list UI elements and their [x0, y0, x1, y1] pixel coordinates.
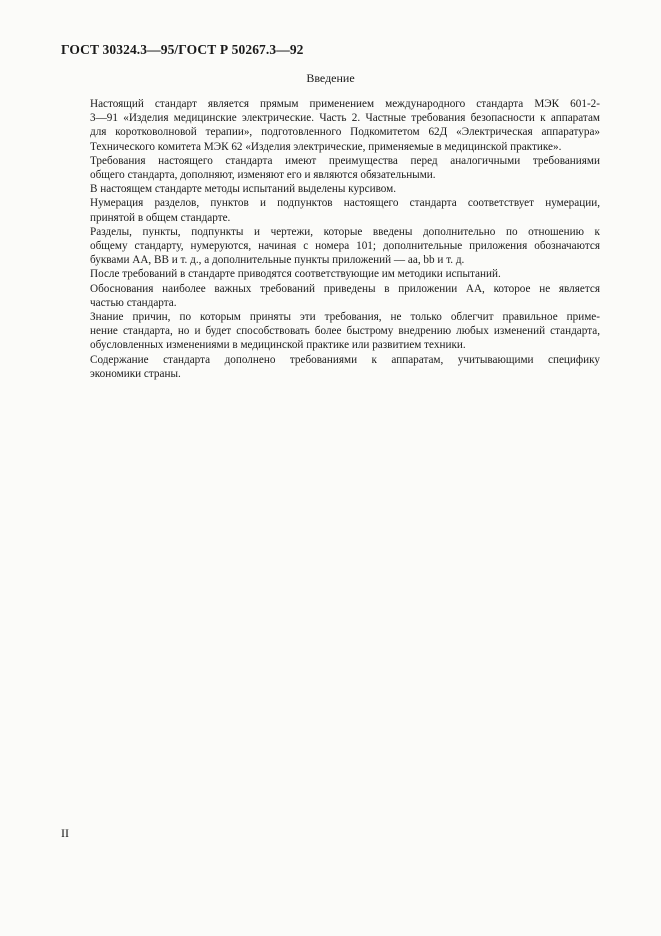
paragraph — [61, 282, 600, 310]
text-line: общего стандарта, дополняют, изменяют его и являются обязательными. — [90, 169, 436, 182]
text-line: Требования настоящего стандарта имеют преимущества перед аналогичными требованиями — [90, 154, 600, 167]
body-text — [61, 97, 600, 381]
text-line: обусловленных изменениями в медицинской практике или развитием техники. — [90, 339, 466, 352]
text-line: для коротковолновой терапии», подготовленного Подкомитетом 62Д «Электрическая аппаратура» — [90, 126, 600, 139]
text-line: буквами АА, ВВ и т. д., а дополнительные пункты приложений — аа, bb и т. д. — [90, 254, 465, 267]
paragraph — [61, 182, 600, 196]
page-number: II — [61, 826, 69, 840]
text-line: общему стандарту, нумеруются, начиная с номера 101; дополнительные приложения обозначаются — [90, 240, 600, 253]
text-line: В настоящем стандарте методы испытаний выделены курсивом. — [90, 183, 397, 196]
text-line: Нумерация разделов, пунктов и подпунктов настоящего стандарта соответствует нумерации, — [90, 197, 600, 210]
text-line: Содержание стандарта дополнено требованиями к аппаратам, учитывающими специфику — [90, 353, 600, 366]
text-line: принятой в общем стандарте. — [90, 211, 231, 224]
text-line: После требований в стандарте приводятся соответствующие им методики испытаний. — [90, 268, 501, 281]
paragraph — [61, 196, 600, 224]
text-line: Настоящий стандарт является прямым применением международного стандарта МЭК 601-2- — [90, 98, 600, 110]
text-line: Разделы, пункты, подпункты и чертежи, которые введены дополнительно по отношению к — [90, 225, 600, 238]
paragraph — [61, 154, 600, 182]
text-line: нение стандарта, но и будет способствовать более быстрому внедрению любых изменений стандарта, — [90, 325, 600, 338]
text-line: частью стандарта. — [90, 296, 177, 309]
text-line: Знание причин, по которым приняты эти требования, не только облегчит правильное приме- — [90, 311, 600, 324]
text-line: 3—91 «Изделия медицинские электрические. Часть 2. Частные требования безопасности к аппаратам — [90, 112, 600, 125]
text-line: Технического комитета МЭК 62 «Изделия электрические, применяемые в медицинской практике». — [90, 140, 562, 153]
paragraph — [61, 310, 600, 353]
paragraph — [61, 225, 600, 268]
section-title: Введение — [306, 71, 355, 85]
paragraph — [61, 267, 600, 281]
text-line: экономики страны. — [90, 367, 181, 380]
text-line: Обоснования наиболее важных требований приведены в приложении АА, которое не является — [90, 282, 600, 295]
paragraph — [61, 353, 600, 381]
paragraph — [61, 97, 600, 154]
standard-header: ГОСТ 30324.3—95/ГОСТ Р 50267.3—92 — [61, 42, 304, 57]
